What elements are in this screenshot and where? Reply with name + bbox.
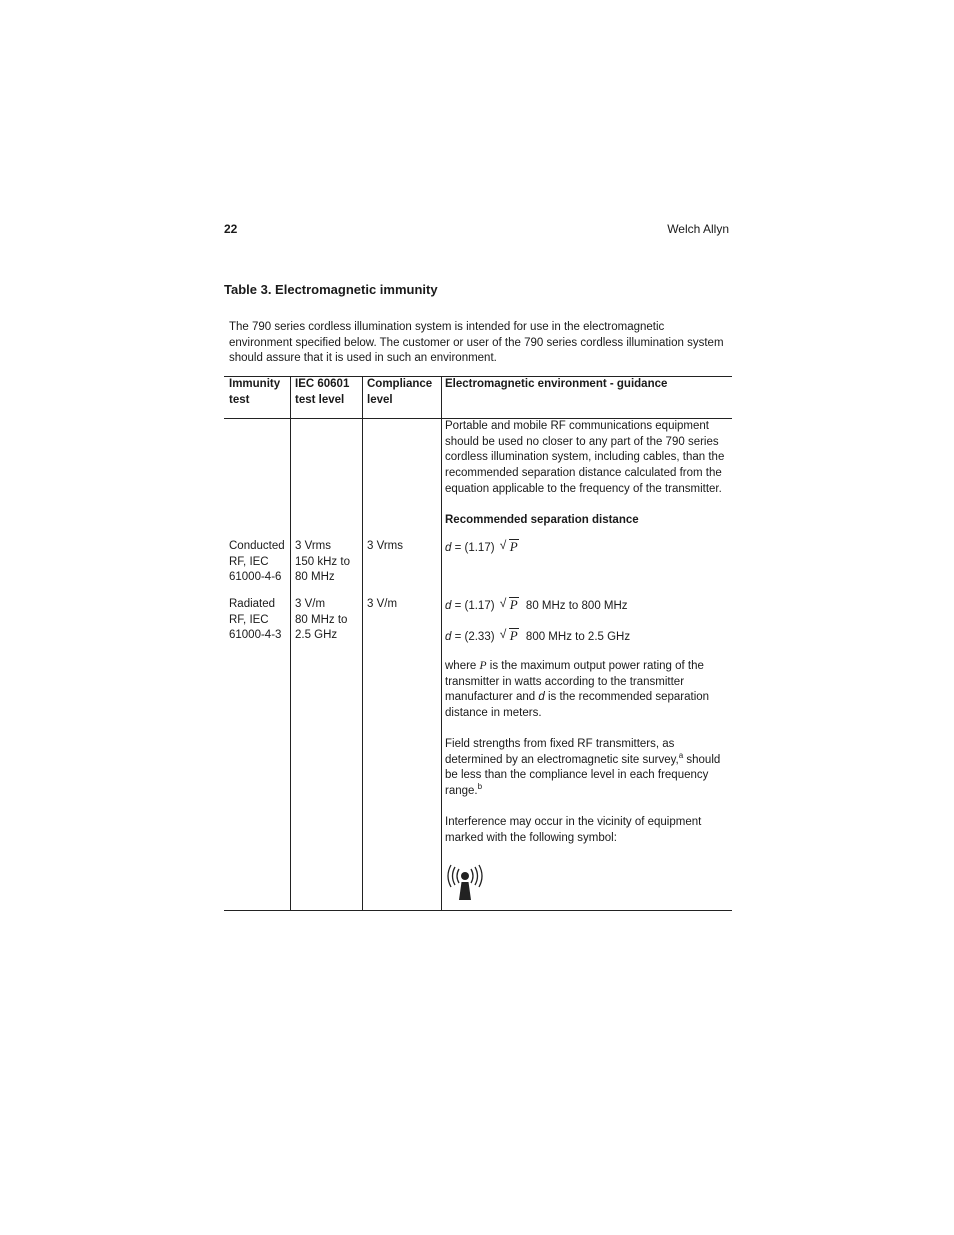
radiated-compliance: 3 V/m bbox=[367, 598, 398, 610]
column-divider-3 bbox=[441, 376, 442, 911]
radiated-level: 3 V/m 80 MHz to 2.5 GHz bbox=[295, 598, 348, 642]
non-ionizing-radiation-icon bbox=[445, 863, 487, 903]
header-immunity-test: Immunity test bbox=[229, 378, 281, 406]
column-divider-2 bbox=[362, 376, 363, 911]
page-number: 22 bbox=[224, 222, 238, 236]
where-paragraph: where P is the maximum output power rating of the transmitter in watts according to the transmitter manufacturer and d is the recommended separation distance in meters. bbox=[445, 660, 710, 720]
formula-radiated-high: d = (2.33) √ P 800 MHz to 2.5 GHz bbox=[445, 628, 630, 646]
sqrt-symbol: √ P bbox=[499, 538, 518, 554]
brand-name: Welch Allyn bbox=[667, 222, 729, 236]
sqrt-symbol: √ P bbox=[499, 596, 518, 612]
header-compliance-level: Compliance level bbox=[367, 378, 433, 406]
conducted-level: 3 Vrms 150 kHz to 80 MHz bbox=[295, 540, 350, 584]
field-strength-paragraph: Field strengths from fixed RF transmitters, as determined by an electromagnetic site survey,$^a$ should be less than the compliance level in each frequency range.$^b$ bbox=[445, 738, 721, 798]
recommended-distance-heading: Recommended separation distance bbox=[445, 514, 639, 526]
radiated-test: Radiated RF, IEC 61000-4-3 bbox=[229, 598, 282, 642]
header-guidance: Electromagnetic environment - guidance bbox=[445, 378, 668, 390]
sqrt-symbol: √ P bbox=[499, 627, 518, 643]
formula-radiated-low: d = (1.17) √ P 80 MHz to 800 MHz bbox=[445, 597, 628, 615]
conducted-test: Conducted RF, IEC 61000-4-6 bbox=[229, 540, 285, 584]
table-bottom-border bbox=[224, 910, 732, 911]
table-title: Table 3. Electromagnetic immunity bbox=[224, 282, 438, 297]
header-iec-level: IEC 60601 test level bbox=[295, 378, 350, 406]
intro-paragraph: The 790 series cordless illumination system is intended for use in the electromagnetic environment specified below. The customer or user of the 790 series cordless illumination system should assure that it is used in such an environment. bbox=[229, 321, 724, 365]
conducted-compliance: 3 Vrms bbox=[367, 540, 403, 552]
column-divider-1 bbox=[290, 376, 291, 911]
interference-paragraph: Interference may occur in the vicinity of equipment marked with the following symbol: bbox=[445, 816, 702, 844]
formula-conducted: d = (1.17) √ P bbox=[445, 539, 519, 557]
guidance-intro: Portable and mobile RF communications equipment should be used no closer to any part of the 790 series cordless illumination system, including cables, than the recommended separation distance calculated from the equation applicable to the frequency of the transmitter. bbox=[445, 420, 725, 495]
